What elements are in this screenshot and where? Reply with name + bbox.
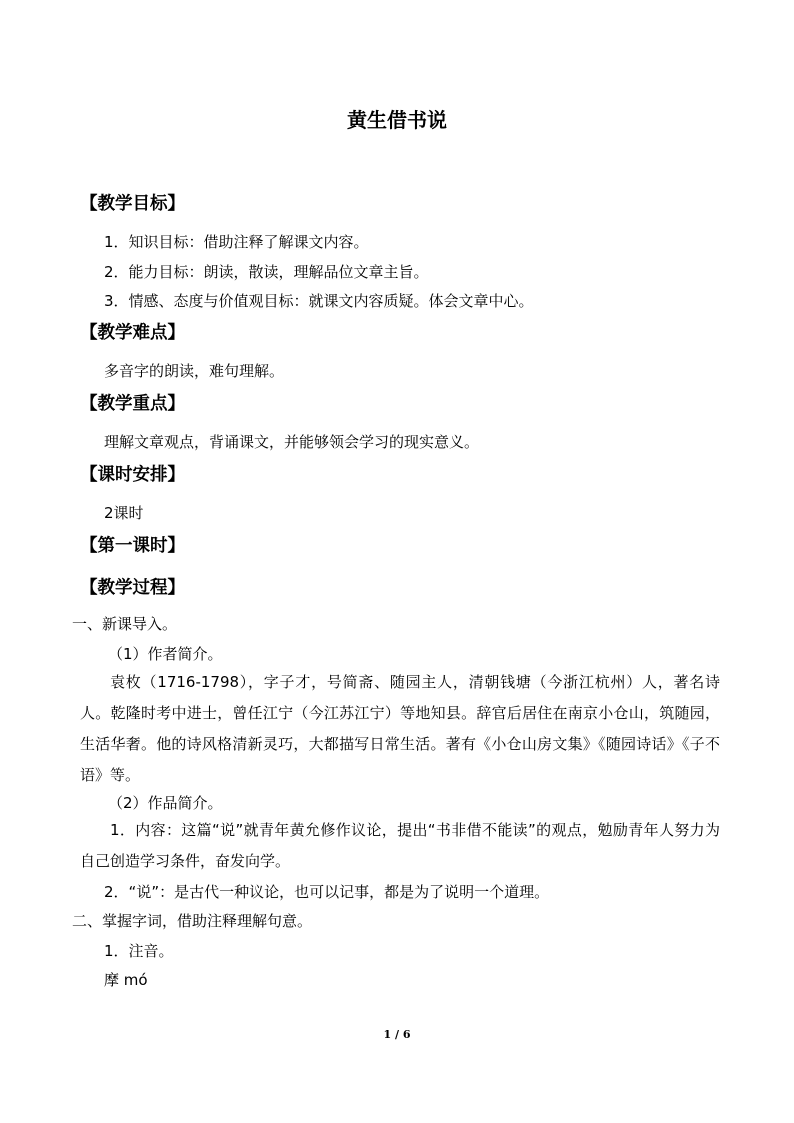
heading-first-lesson: 【第一课时】	[80, 536, 185, 556]
heading-teaching-process: 【教学过程】	[80, 578, 185, 598]
phonetic-heading: 1．注音。	[104, 942, 174, 960]
key-points-text: 理解文章观点，背诵课文，并能够领会学习的现实意义。	[104, 433, 480, 451]
heading-teaching-goals: 【教学目标】	[80, 194, 185, 214]
section-2-title: 二、掌握字词，借助注释理解句意。	[72, 912, 313, 930]
page-title: 黄生借书说	[347, 108, 447, 132]
heading-difficulties: 【教学难点】	[80, 323, 185, 343]
schedule-text: 2课时	[104, 504, 144, 522]
difficulties-text: 多音字的朗读，难句理解。	[104, 362, 285, 380]
work-intro-heading: （2）作品简介。	[108, 794, 223, 812]
heading-key-points: 【教学重点】	[80, 394, 185, 414]
author-intro-paragraph: 袁枚（1716-1798），字子才，号简斋、随园主人，清朝钱塘（今浙江杭州）人，著名诗人。乾隆时考中进士，曾任江宁（今江苏江宁）等地知县。辞官后居住在南京小仓山，筑随园，生活华奢。他的诗风格清新灵巧，大都描写日常生活。著有《小仓山房文集》《随园诗话》《子不语》等。	[80, 673, 720, 784]
goal-item-1: 1．知识目标：借助注释了解课文内容。	[104, 233, 369, 251]
section-1-title: 一、新课导入。	[72, 615, 178, 633]
goal-item-2: 2．能力目标：朗读，散读，理解品位文章主旨。	[104, 263, 429, 281]
work-item-1: 1．内容：这篇“说”就青年黄允修作议论，提出“书非借不能读”的观点，勉励青年人努力为自己创造学习条件，奋发向学。	[80, 821, 720, 870]
page-number: 1 / 6	[383, 1028, 411, 1041]
author-intro-heading: （1）作者简介。	[108, 645, 223, 663]
phonetic-example: 摩 mó	[104, 971, 148, 989]
goal-item-3: 3．情感、态度与价值观目标：就课文内容质疑。体会文章中心。	[104, 292, 534, 310]
work-item-2: 2．“说”：是古代一种议论，也可以记事，都是为了说明一个道理。	[104, 883, 550, 901]
heading-schedule: 【课时安排】	[80, 465, 185, 485]
